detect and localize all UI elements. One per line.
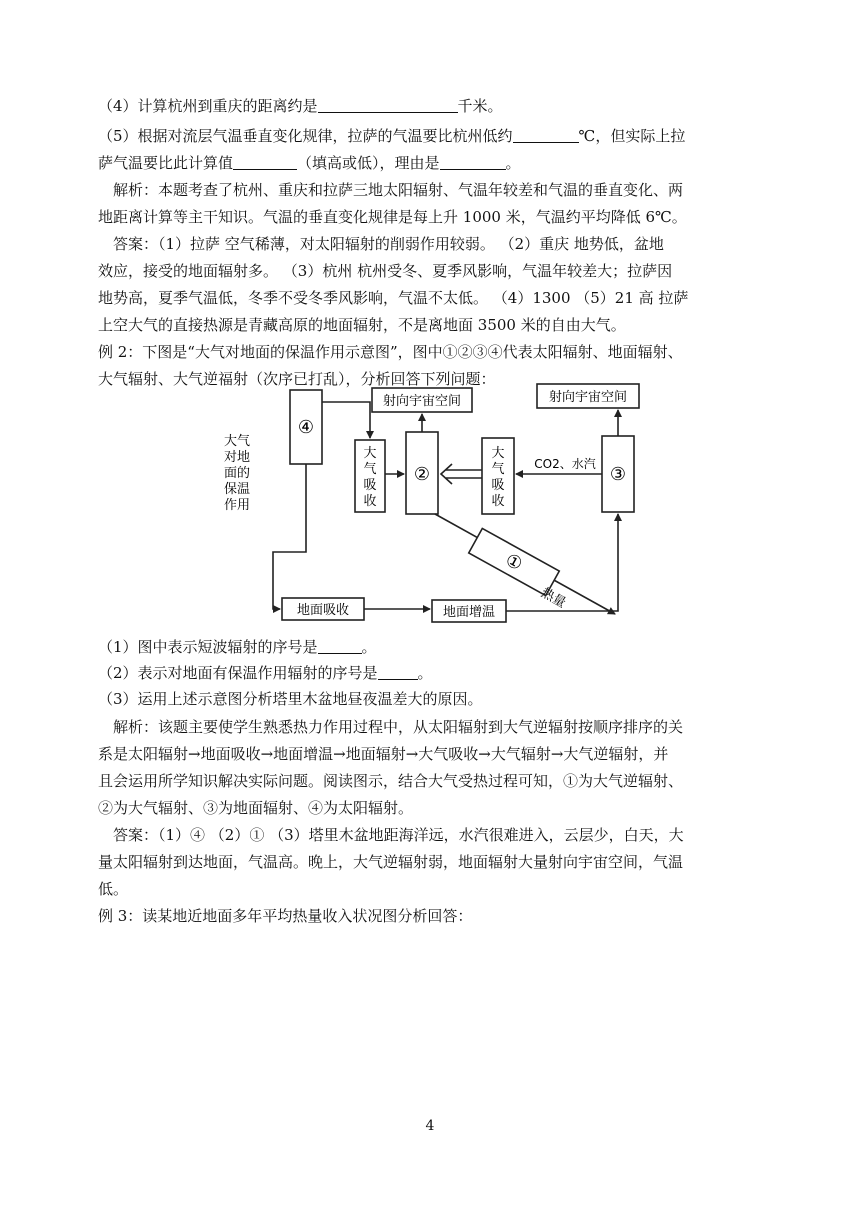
label-4: ④ bbox=[297, 417, 315, 438]
heat-label: 热量 bbox=[538, 585, 569, 612]
svg-text:保温: 保温 bbox=[223, 482, 251, 497]
question-2-2: （2）表示对地面有保温作用辐射的序号是 。 bbox=[98, 664, 433, 682]
answer-line: 量太阳辐射到达地面，气温高。晚上，大气逆辐射弱，地面辐射大量射向宇宙空间，气温 bbox=[98, 853, 684, 871]
svg-text:大气: 大气 bbox=[223, 434, 251, 449]
svg-text:对地: 对地 bbox=[223, 450, 251, 465]
answer-blank bbox=[513, 128, 579, 143]
analysis-line: 解析：本题考查了杭州、重庆和拉萨三地太阳辐射、气温年较差和气温的垂直变化、两 bbox=[98, 181, 684, 199]
answer-blank bbox=[318, 639, 362, 654]
label-2: ② bbox=[413, 464, 431, 485]
label-3: ③ bbox=[609, 464, 627, 485]
answer-line: 效应，接受的地面辐射多。 （3）杭州 杭州受冬、夏季风影响，气温年较差大；拉萨因 bbox=[98, 262, 673, 280]
answer-line: 地势高，夏季气温低，冬季不受冬季风影响，气温不太低。 （4）1300 （5）21 高 拉萨 bbox=[98, 289, 689, 307]
analysis-line: 系是太阳辐射→地面吸收→地面增温→地面辐射→大气吸收→大气辐射→大气逆辐射，并 bbox=[98, 745, 669, 763]
answer-line: 答案：（1）拉萨 空气稀薄，对太阳辐射的削弱作用较弱。 （2）重庆 地势低，盆地 bbox=[98, 235, 664, 253]
example-2-intro: 大气辐射、大气逆福射（次序已打乱），分析回答下列问题： bbox=[98, 370, 496, 388]
svg-text:大: 大 bbox=[363, 446, 377, 461]
answer-blank bbox=[378, 665, 418, 680]
svg-text:面的: 面的 bbox=[223, 466, 251, 481]
answer-line: 上空大气的直接热源是青藏高原的地面辐射，不是离地面 3500 米的自由大气。 bbox=[98, 316, 626, 334]
label-1: ① bbox=[501, 549, 526, 576]
answer-line: 低。 bbox=[98, 880, 129, 898]
answer-line: 答案：（1）④ （2）① （3）塔里木盆地距海洋远，水汽很难进入，云层少，白天，大 bbox=[98, 826, 684, 844]
analysis-line: 解析：该题主要使学生熟悉热力作用过程中，从太阳辐射到大气逆辐射按顺序排序的关 bbox=[98, 718, 684, 736]
svg-text:大: 大 bbox=[491, 446, 505, 461]
svg-text:吸: 吸 bbox=[363, 478, 377, 493]
question-5: （5）根据对流层气温垂直变化规律，拉萨的气温要比杭州低约 ℃，但实际上拉 bbox=[98, 127, 686, 145]
svg-text:收: 收 bbox=[363, 494, 377, 509]
absorb-right-label bbox=[491, 445, 504, 509]
answer-blank bbox=[318, 98, 458, 113]
analysis-line: ②为大气辐射、③为地面辐射、④为太阳辐射。 bbox=[98, 799, 414, 817]
answer-blank bbox=[440, 155, 506, 170]
atmosphere-insulation-diagram bbox=[220, 382, 640, 632]
question-5-cont: 萨气温要比此计算值 （填高或低），理由是 。 bbox=[98, 154, 521, 172]
svg-text:作用: 作用 bbox=[223, 498, 251, 513]
question-2-1: （1）图中表示短波辐射的序号是 。 bbox=[98, 638, 377, 656]
svg-text:吸: 吸 bbox=[491, 478, 505, 493]
space-label-right: 射向宇宙空间 bbox=[548, 390, 628, 405]
analysis-line: 地距离计算等主干知识。气温的垂直变化规律是每上升 1000 米，气温约平均降低 6℃。 bbox=[98, 208, 687, 226]
analysis-line: 且会运用所学知识解决实际问题。阅读图示，结合大气受热过程可知，①为大气逆辐射、 bbox=[98, 772, 684, 790]
space-label-left: 射向宇宙空间 bbox=[382, 394, 462, 409]
svg-text:气: 气 bbox=[363, 462, 377, 477]
answer-blank bbox=[233, 155, 297, 170]
ground-warm-label: 地面增温 bbox=[442, 605, 496, 620]
side-label bbox=[224, 433, 250, 513]
question-4: （4）计算杭州到重庆的距离约是 千米。 bbox=[98, 97, 503, 115]
ground-absorb-label: 地面吸收 bbox=[296, 603, 350, 618]
example-3-intro: 例 3：读某地近地面多年平均热量收入状况图分析回答： bbox=[98, 907, 473, 925]
page-number: 4 bbox=[425, 1118, 435, 1134]
question-2-3: （3）运用上述示意图分析塔里木盆地昼夜温差大的原因。 bbox=[98, 690, 483, 708]
absorb-left-label bbox=[363, 445, 376, 509]
svg-text:气: 气 bbox=[491, 462, 505, 477]
svg-text:收: 收 bbox=[491, 494, 505, 509]
co2-label: CO2、水汽 bbox=[534, 457, 596, 471]
example-2-intro: 例 2：下图是“大气对地面的保温作用示意图”，图中①②③④代表太阳辐射、地面辐射、 bbox=[98, 343, 683, 361]
